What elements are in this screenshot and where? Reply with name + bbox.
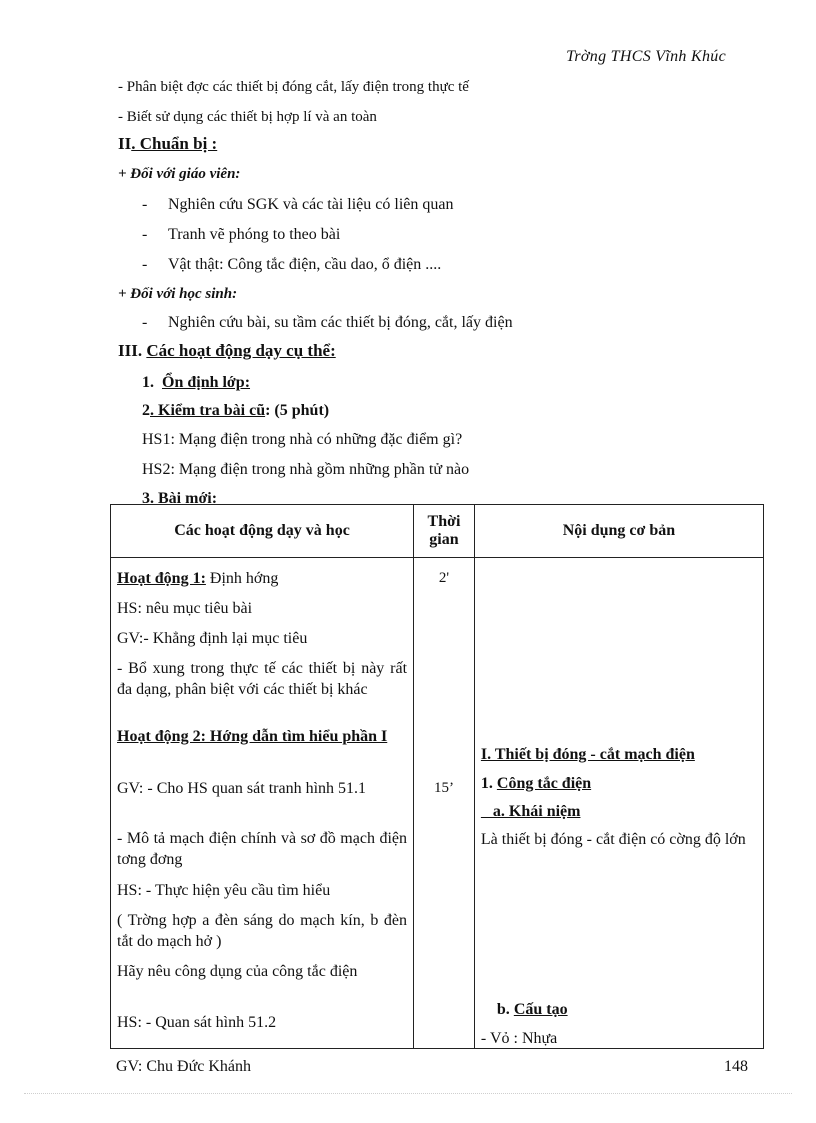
time-value: 2': [438, 570, 450, 586]
intro-line-1: - Phân biệt đợc các thiết bị đóng cắt, lấy điện trong thực tế: [118, 79, 469, 95]
content-definition: Là thiết bị đóng - cắt điện có cờng độ lớn: [480, 831, 746, 848]
content-shell: - Vỏ : Nhựa: [480, 1030, 558, 1047]
teacher-item: - Vật thật: Công tắc điện, cầu dao, ổ điện ....: [142, 256, 442, 273]
activity-line: - Mô tả mạch điện chính và sơ đồ mạch điện tơng đơng: [117, 830, 408, 868]
step-3: 3. Bài mới:: [142, 490, 218, 507]
table-row: [111, 558, 764, 1049]
content-sub-1b: b. Cấu tạo: [496, 1001, 568, 1018]
content-section-1: I. Thiết bị đóng - cắt mạch điện: [480, 746, 695, 763]
section-activities-title: Các hoạt động dạy cụ thể:: [146, 341, 336, 360]
activity-1-heading: Hoạt động 1: Định hớng: [117, 570, 279, 587]
step-1: 1. Ổn định lớp:: [142, 374, 251, 391]
footer-author: GV: Chu Đức Khánh: [116, 1058, 252, 1075]
activity-line: GV:- Khẳng định lại mục tiêu: [117, 630, 308, 647]
activity-line: HS: - Quan sát hình 51.2: [117, 1014, 277, 1031]
student-item: - Nghiên cứu bài, su tầm các thiết bị đóng, cắt, lấy điện: [142, 314, 513, 331]
intro-line-2: - Biết sử dụng các thiết bị hợp lí và an toàn: [118, 109, 377, 125]
table-header-row: [111, 505, 764, 558]
section-activities-numeral: III.: [118, 341, 143, 360]
lesson-table: [110, 504, 764, 1049]
section-activities-heading: [118, 341, 336, 361]
teacher-item: - Tranh vẽ phóng to theo bài: [142, 226, 341, 243]
activity-2-heading: Hoạt động 2: Hớng dẫn tìm hiểu phần I: [117, 728, 388, 745]
teacher-item: - Nghiên cứu SGK và các tài liệu có liên quan: [142, 196, 454, 213]
activities-cell: [111, 558, 414, 1049]
student-label: + Đối với học sinh:: [118, 286, 238, 302]
content-sub-1: 1. Công tắc điện: [480, 775, 592, 792]
activity-line: ( Trờng hợp a đèn sáng do mạch kín, b đèn tắt do mạch hở ): [117, 912, 408, 950]
activity-line: GV: - Cho HS quan sát tranh hình 51.1: [117, 780, 367, 797]
header-time: Thời gian: [414, 505, 475, 558]
header-activities: Các hoạt động dạy và học: [111, 505, 414, 558]
review-question-1: HS1: Mạng điện trong nhà có những đặc điểm gì?: [142, 431, 463, 448]
teacher-label: + Đối với giáo viên:: [118, 166, 241, 182]
content-sub-1a: a. Khái niệm: [480, 803, 581, 820]
header-content: Nội dụng cơ bản: [474, 505, 763, 558]
section-prep-numeral: II: [118, 134, 132, 153]
activity-line: HS: - Thực hiện yêu cầu tìm hiểu: [117, 882, 331, 899]
page-bottom-rule: [24, 1093, 792, 1094]
school-header: Trờng THCS Vĩnh Khúc: [566, 48, 726, 65]
page-number: 148: [724, 1058, 748, 1075]
time-value: 15’: [433, 780, 454, 796]
review-question-2: HS2: Mạng điện trong nhà gồm những phần tử nào: [142, 461, 470, 478]
activity-line: HS: nêu mục tiêu bài: [117, 600, 253, 617]
section-prep-heading: [118, 134, 217, 154]
section-prep-title: . Chuẩn bị :: [131, 134, 218, 153]
time-cell: [414, 558, 475, 1049]
activity-line: - Bổ xung trong thực tế các thiết bị này rất đa dạng, phân biệt với các thiết bị khác: [117, 660, 408, 698]
step-2: 2. Kiểm tra bài cũ: (5 phút): [142, 402, 330, 419]
activity-line: Hãy nêu công dụng của công tắc điện: [117, 963, 358, 980]
content-cell: [474, 558, 763, 1049]
